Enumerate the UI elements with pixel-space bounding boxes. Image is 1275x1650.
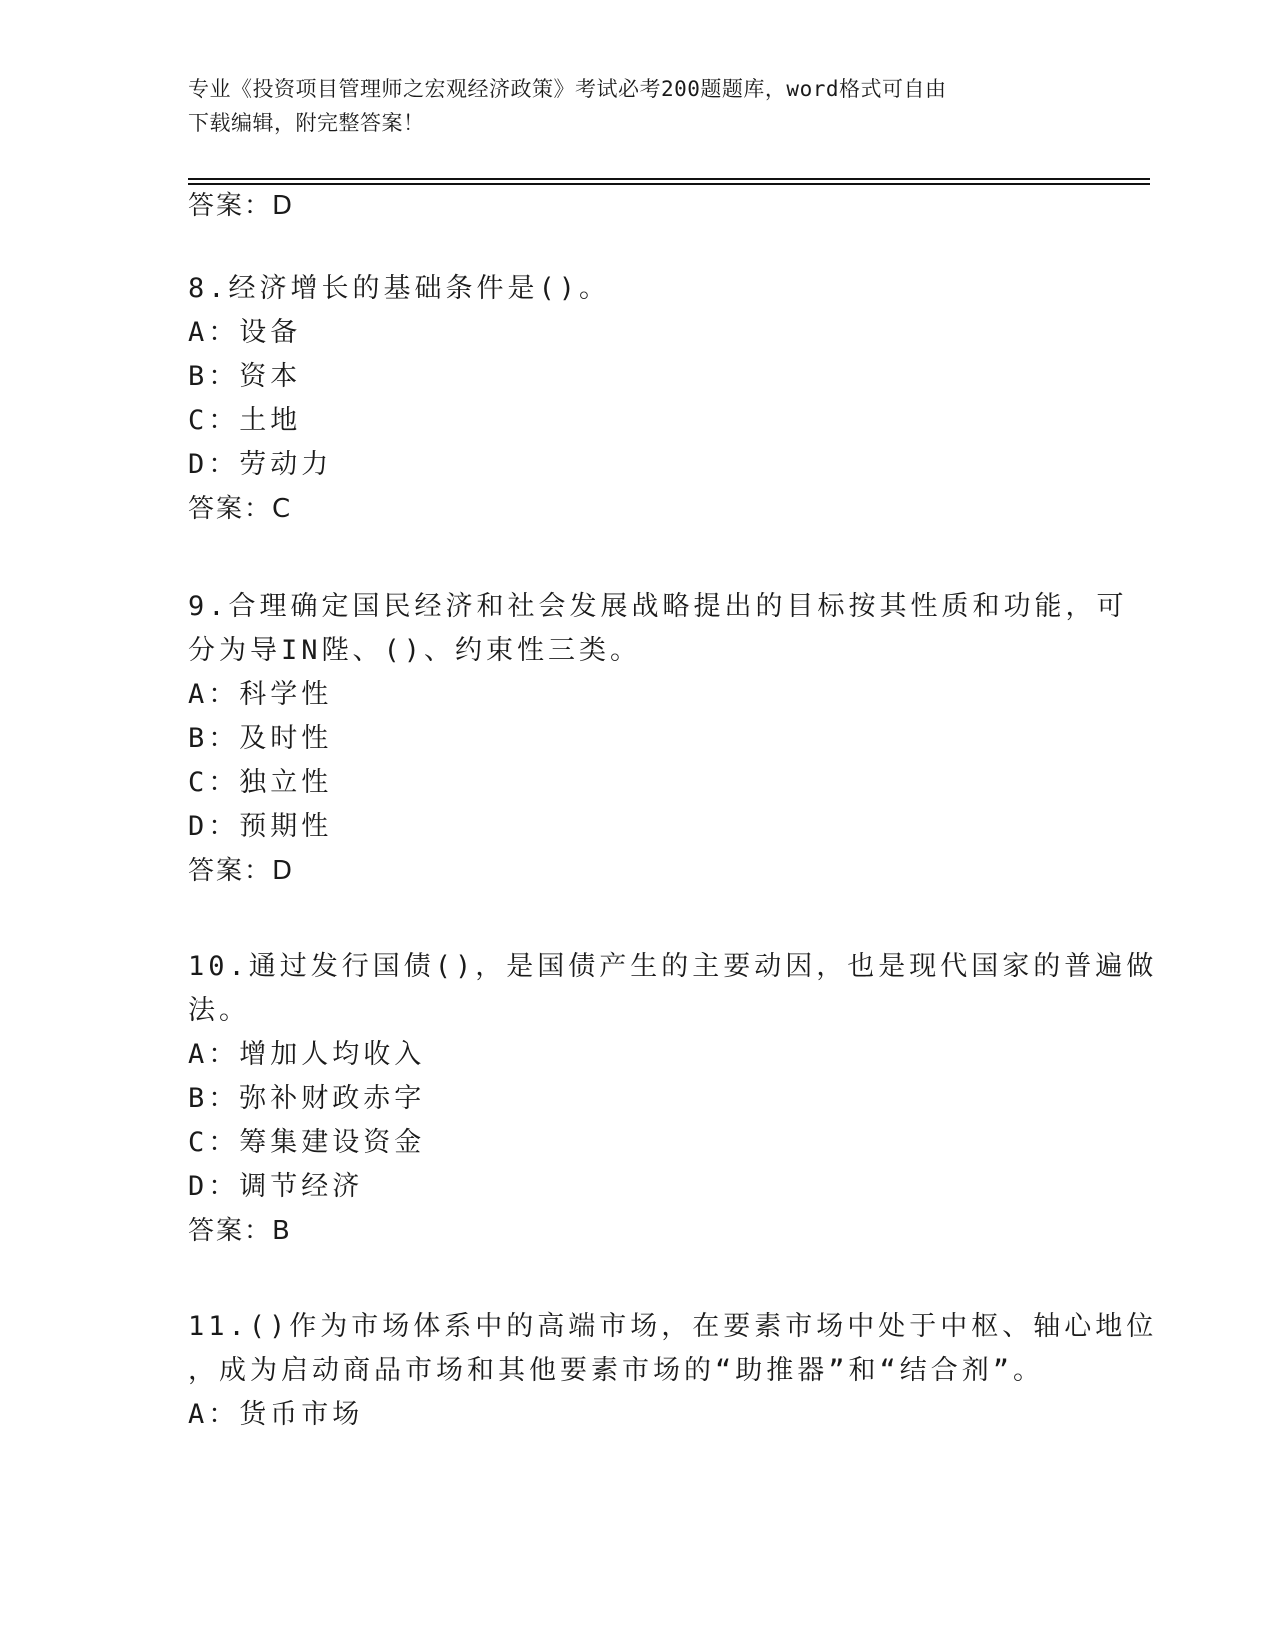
header-line-2: 下载编辑，附完整答案！ — [188, 111, 425, 135]
question-10-option-d: D：调节经济 — [188, 1171, 364, 1202]
question-10-text-line-2: 法。 — [188, 995, 250, 1026]
question-8-option-b: B：资本 — [188, 361, 302, 392]
question-8-option-c: C：土地 — [188, 405, 302, 436]
header-divider-top — [188, 178, 1150, 180]
question-11-option-a: A：货币市场 — [188, 1399, 364, 1430]
question-8-text: 8.经济增长的基础条件是()。 — [188, 273, 611, 304]
question-9-text-line-2: 分为导IN陛、()、约束性三类。 — [188, 635, 642, 666]
question-10-option-b: B：弥补财政赤字 — [188, 1083, 426, 1114]
question-9-answer: 答案：D — [188, 856, 295, 886]
question-8-answer: 答案：C — [188, 494, 293, 524]
question-9-option-b: B：及时性 — [188, 723, 333, 754]
question-10-option-a: A：增加人均收入 — [188, 1039, 426, 1070]
question-11-text-line-1: 11.()作为市场体系中的高端市场，在要素市场中处于中枢、轴心地位 — [188, 1311, 1158, 1342]
header-line-1: 专业《投资项目管理师之宏观经济政策》考试必考200题题库，word格式可自由 — [188, 77, 947, 101]
header-divider-bottom — [188, 183, 1150, 185]
question-9-option-d: D：预期性 — [188, 811, 333, 842]
question-9-text-line-1: 9.合理确定国民经济和社会发展战略提出的目标按其性质和功能，可 — [188, 591, 1128, 622]
question-9-option-a: A：科学性 — [188, 679, 333, 710]
question-9-option-c: C：独立性 — [188, 767, 333, 798]
question-8-option-d: D：劳动力 — [188, 449, 333, 480]
answer-line: 答案：D — [188, 191, 295, 221]
question-10-text-line-1: 10.通过发行国债()，是国债产生的主要动因，也是现代国家的普遍做 — [188, 951, 1158, 982]
question-10-answer: 答案：B — [188, 1216, 292, 1246]
question-11-text-line-2: ，成为启动商品市场和其他要素市场的“助推器”和“结合剂”。 — [188, 1355, 1045, 1386]
document-header — [188, 72, 1068, 140]
question-8-option-a: A：设备 — [188, 317, 302, 348]
question-10-option-c: C：筹集建设资金 — [188, 1127, 426, 1158]
